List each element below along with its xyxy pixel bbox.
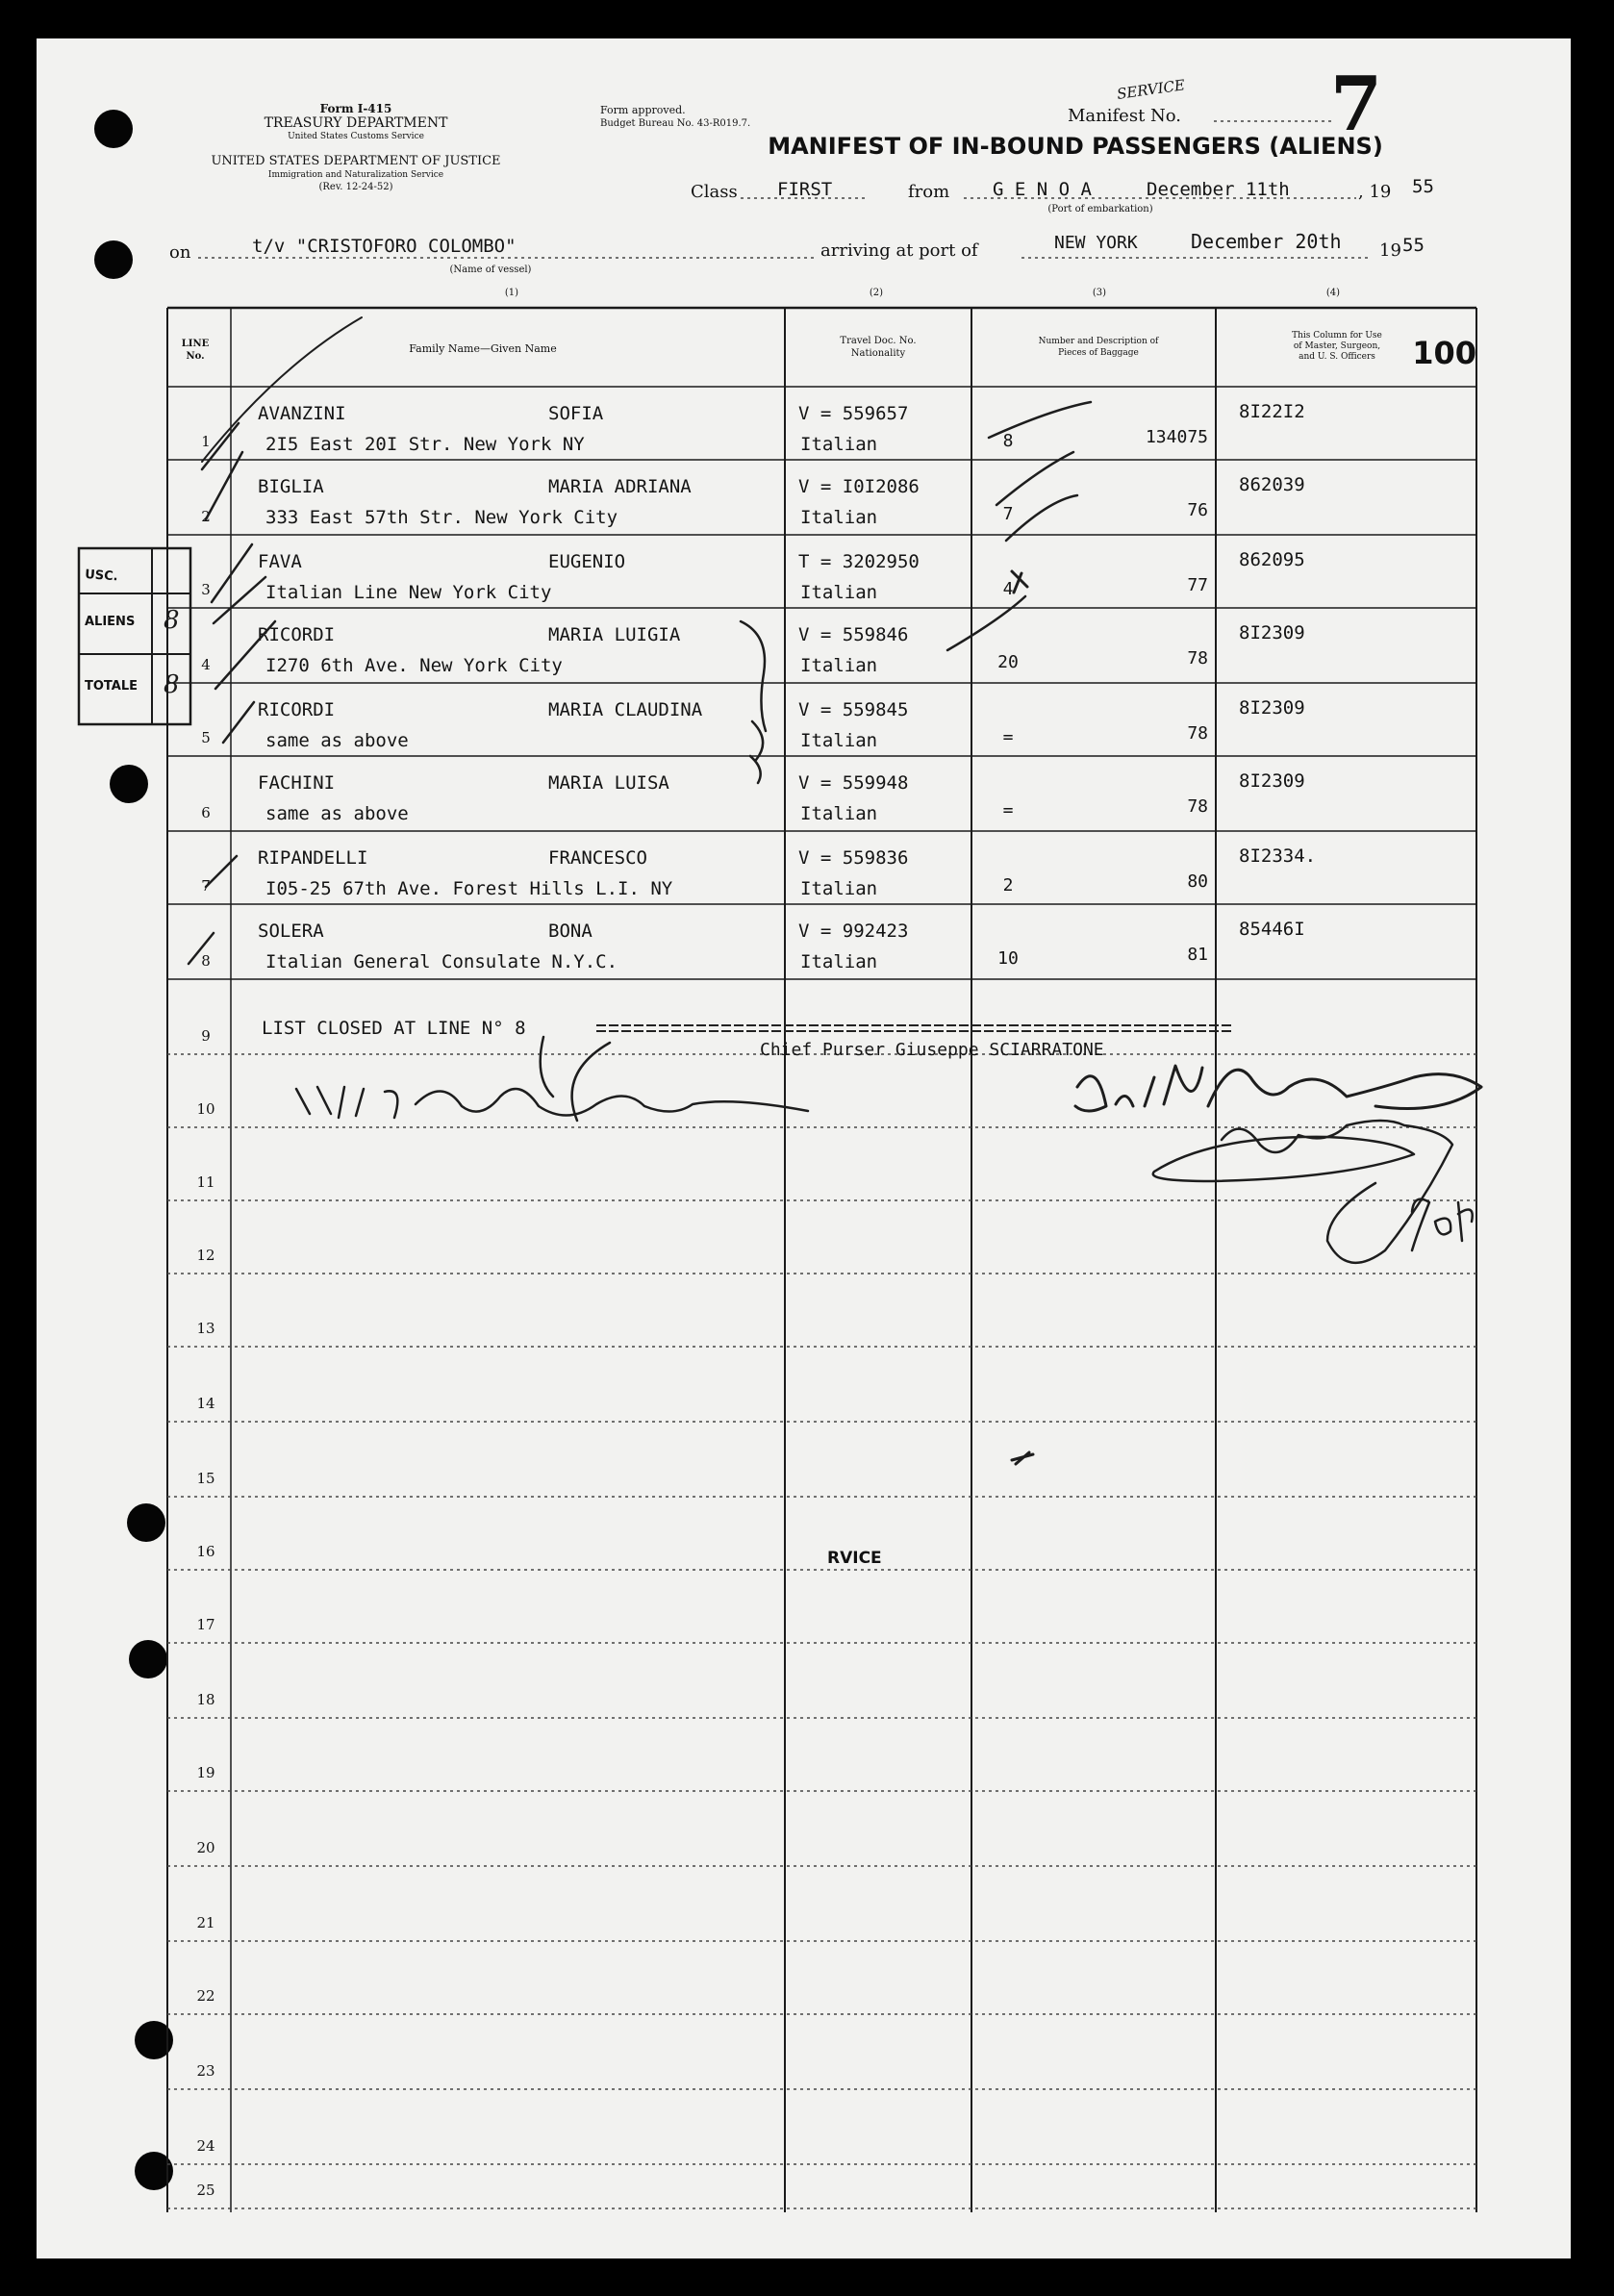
line-number: 9 — [201, 1027, 211, 1045]
baggage-header-2: Pieces of Baggage — [1058, 348, 1139, 358]
baggage-count: 10 — [997, 948, 1019, 969]
name-column-header: Family Name—Given Name — [409, 342, 557, 355]
baggage-count: 4 — [1002, 579, 1014, 599]
class-label: Class — [691, 182, 738, 202]
address: 2I5 East 20I Str. New York NY — [265, 434, 585, 455]
service-stamp-fragment: RVICE — [827, 1549, 882, 1568]
punch-hole-icon — [94, 240, 133, 279]
given-name: BONA — [548, 921, 593, 942]
officers-header: This Column for Use — [1292, 331, 1382, 341]
baggage-reference: 78 — [1187, 796, 1208, 817]
travel-doc-number: V = 559846 — [798, 624, 909, 645]
officer-number: 8I2334. — [1239, 845, 1317, 867]
arrival-year-prefix: 19 — [1379, 240, 1401, 261]
travel-doc-number: V = 559845 — [798, 699, 909, 720]
line-number: 3 — [201, 581, 211, 598]
handwritten-total: 100 — [1412, 335, 1476, 371]
line-number: 18 — [196, 1691, 215, 1708]
tally-value-aliens: 8 — [164, 606, 180, 635]
line-number: 23 — [196, 2062, 215, 2080]
address: Italian General Consulate N.Y.C. — [265, 951, 618, 972]
given-name: MARIA LUISA — [548, 772, 669, 794]
address: I05-25 67th Ave. Forest Hills L.I. NY — [265, 878, 673, 899]
nationality: Italian — [800, 730, 878, 751]
line-number: 21 — [196, 1914, 215, 1931]
chief-purser: Chief Purser Giuseppe SCIARRATONE — [760, 1040, 1104, 1060]
nationality: Italian — [800, 507, 878, 528]
punch-hole-icon — [129, 1640, 167, 1678]
given-name: SOFIA — [548, 403, 604, 424]
embark-year-prefix: , 19 — [1358, 182, 1392, 202]
baggage-count: = — [1002, 727, 1014, 747]
officer-number: 8I22I2 — [1239, 401, 1305, 422]
travel-doc-number: V = 559948 — [798, 772, 909, 794]
baggage-reference: 134075 — [1145, 427, 1208, 447]
manifest-title: MANIFEST OF IN-BOUND PASSENGERS (ALIENS) — [768, 133, 1383, 160]
family-name: RIPANDELLI — [258, 847, 368, 869]
tally-label-aliens: ALIENS — [85, 615, 136, 629]
nationality: Italian — [800, 878, 878, 899]
manifest-no-label: Manifest No. — [1068, 106, 1182, 126]
family-name: FACHINI — [258, 772, 336, 794]
nationality: Italian — [800, 434, 878, 455]
baggage-reference: 78 — [1187, 648, 1208, 669]
baggage-reference: 81 — [1187, 945, 1208, 965]
family-name: AVANZINI — [258, 403, 346, 424]
baggage-reference: 76 — [1187, 500, 1208, 520]
line-number: 1 — [201, 433, 211, 450]
list-closed-note: LIST CLOSED AT LINE N° 8 — [262, 1018, 526, 1039]
travel-doc-number: V = 559836 — [798, 847, 909, 869]
officers-header-3: and U. S. Officers — [1299, 352, 1375, 362]
punch-hole-icon — [127, 1503, 165, 1542]
vessel-name: t/v "CRISTOFORO COLOMBO" — [252, 236, 517, 257]
nationality: Italian — [800, 803, 878, 824]
officer-number: 8I2309 — [1239, 622, 1305, 643]
officer-number: 862095 — [1239, 549, 1305, 570]
line-number: 11 — [196, 1173, 215, 1191]
officer-number: 8I2309 — [1239, 770, 1305, 792]
arrival-port: NEW YORK — [1054, 233, 1138, 253]
line-number: 6 — [201, 804, 211, 821]
manifest-number: 7 — [1329, 61, 1383, 148]
line-number: 8 — [201, 952, 211, 970]
baggage-count: = — [1002, 800, 1014, 820]
punch-hole-icon — [110, 765, 148, 803]
address: same as above — [265, 803, 409, 824]
officers-header-2: of Master, Surgeon, — [1293, 341, 1381, 351]
line-number: 14 — [196, 1395, 215, 1412]
line-number: 12 — [196, 1247, 215, 1264]
punch-hole-icon — [94, 110, 133, 148]
baggage-count: 20 — [997, 652, 1019, 672]
ins-heading: Immigration and Naturalization Service — [267, 170, 444, 180]
address: same as above — [265, 730, 409, 751]
col-num-1: (1) — [504, 288, 519, 298]
baggage-reference: 78 — [1187, 723, 1208, 744]
line-number: 20 — [196, 1839, 215, 1856]
arriving-label: arriving at port of — [820, 240, 978, 261]
given-name: FRANCESCO — [548, 847, 647, 869]
customs-heading: United States Customs Service — [288, 132, 424, 141]
revision-note: (Rev. 12-24-52) — [318, 182, 393, 192]
family-name: SOLERA — [258, 921, 324, 942]
embark-year-suffix: 55 — [1412, 176, 1434, 197]
family-name: BIGLIA — [258, 476, 324, 497]
line-number: 7 — [201, 877, 211, 895]
baggage-reference: 80 — [1187, 871, 1208, 892]
line-number: 5 — [201, 729, 211, 746]
embarkation-date: December 11th — [1147, 179, 1290, 200]
line-no-header: LINE — [181, 339, 210, 349]
budget-bureau: Budget Bureau No. 43-R019.7. — [600, 118, 751, 129]
line-number: 22 — [196, 1987, 215, 2005]
travel-doc-number: V = I0I2086 — [798, 476, 920, 497]
line-number: 13 — [196, 1320, 215, 1337]
baggage-reference: 77 — [1187, 575, 1208, 595]
address: 333 East 57th Str. New York City — [265, 507, 618, 528]
officer-number: 8I2309 — [1239, 697, 1305, 719]
line-number: 17 — [196, 1616, 215, 1633]
line-number: 10 — [196, 1100, 215, 1118]
baggage-header: Number and Description of — [1038, 337, 1159, 346]
tally-value-totale: 8 — [164, 670, 180, 699]
given-name: EUGENIO — [548, 551, 626, 572]
baggage-count: 2 — [1002, 875, 1014, 896]
col-num-3: (3) — [1092, 288, 1107, 298]
tally-label-usc: USC. — [84, 568, 119, 585]
given-name: MARIA LUIGIA — [548, 624, 681, 645]
officer-number: 862039 — [1239, 474, 1305, 495]
arrival-year-suffix: 55 — [1402, 235, 1425, 256]
nationality: Italian — [800, 582, 878, 603]
from-label: from — [908, 182, 950, 202]
nationality-header: Nationality — [850, 348, 906, 359]
line-number: 16 — [196, 1543, 215, 1560]
family-name: RICORDI — [258, 699, 336, 720]
nationality: Italian — [800, 655, 878, 676]
port-of-embarkation: G E N O A — [993, 179, 1092, 200]
form-approved: Form approved. — [600, 104, 686, 116]
travel-doc-header: Travel Doc. No. — [840, 336, 917, 346]
given-name: MARIA ADRIANA — [548, 476, 692, 497]
justice-heading: UNITED STATES DEPARTMENT OF JUSTICE — [211, 154, 501, 168]
paper — [37, 38, 1571, 2258]
form-number: Form I-415 — [319, 102, 392, 115]
officer-number: 85446I — [1239, 919, 1305, 940]
address: Italian Line New York City — [265, 582, 552, 603]
tally-label-totale: TOTALE — [85, 679, 139, 694]
travel-doc-number: V = 992423 — [798, 921, 909, 942]
baggage-count: 8 — [1002, 431, 1014, 451]
line-number: 2 — [201, 508, 211, 525]
family-name: FAVA — [258, 551, 302, 572]
baggage-count: 7 — [1002, 504, 1014, 524]
on-label: on — [169, 242, 191, 263]
class-value: FIRST — [777, 179, 833, 200]
arrival-date: December 20th — [1191, 230, 1342, 253]
line-number: 19 — [196, 1764, 215, 1781]
travel-doc-number: T = 3202950 — [798, 551, 920, 572]
nationality: Italian — [800, 951, 878, 972]
port-embarkation-caption: (Port of embarkation) — [1047, 204, 1153, 214]
service-stamp: SERVICE — [1116, 76, 1187, 103]
line-no-header-2: No. — [186, 351, 205, 362]
address: I270 6th Ave. New York City — [265, 655, 563, 676]
col-num-4: (4) — [1325, 288, 1341, 298]
line-number: 4 — [201, 656, 211, 673]
travel-doc-number: V = 559657 — [798, 403, 909, 424]
vessel-caption: (Name of vessel) — [449, 265, 532, 275]
line-number: 24 — [196, 2137, 215, 2155]
treasury-heading: TREASURY DEPARTMENT — [264, 115, 448, 131]
given-name: MARIA CLAUDINA — [548, 699, 703, 720]
line-number: 15 — [196, 1470, 215, 1487]
family-name: RICORDI — [258, 624, 336, 645]
line-number: 25 — [196, 2182, 215, 2199]
col-num-2: (2) — [869, 288, 884, 298]
